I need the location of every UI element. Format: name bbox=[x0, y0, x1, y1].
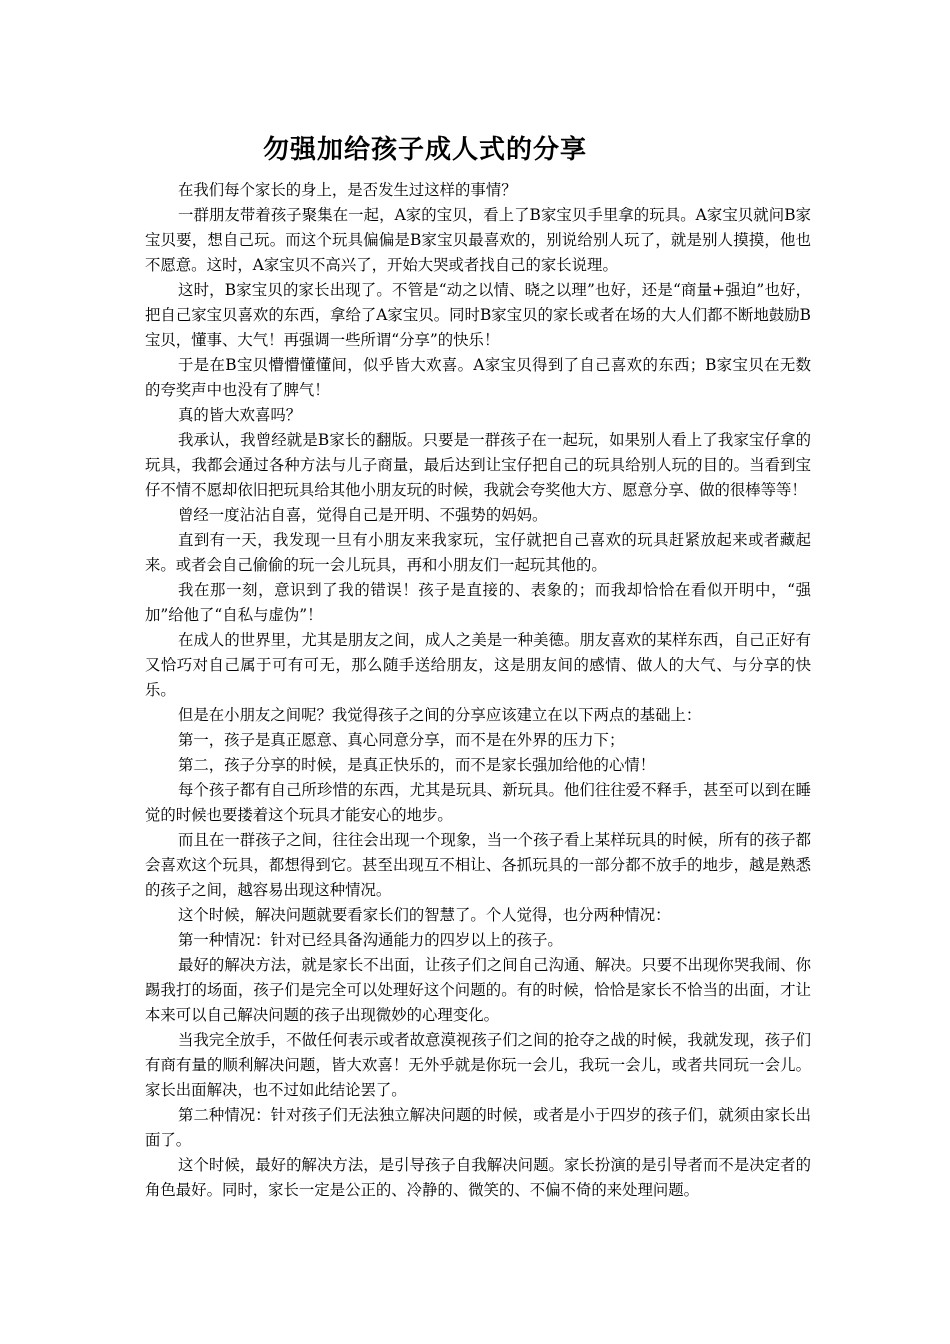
document-page bbox=[145, 128, 811, 1203]
paragraph: 最好的解决方法，就是家长不出面，让孩子们之间自己沟通、解决。只要不出现你哭我闹、你踢我打的场面，孩子们是完全可以处理好这个问题的。有的时候，恰恰是家长不恰当的出面，才让本来可以自己解决问题的孩子出现微妙的心理变化。 bbox=[145, 956, 811, 1024]
document-title: 勿强加给孩子成人式的分享 bbox=[263, 135, 588, 165]
paragraph: 一群朋友带着孩子聚集在一起，A家的宝贝，看上了B家宝贝手里拿的玩具。A家宝贝就问B家宝贝要，想自己玩。而这个玩具偏偏是B家宝贝最喜欢的，别说给别人玩了，就是别人摸摸，他也不愿意。这时，A家宝贝不高兴了，开始大哭或者找自己的家长说理。 bbox=[145, 206, 811, 274]
paragraph: 当我完全放手，不做任何表示或者故意漠视孩子们之间的抢夺之战的时候，我就发现，孩子们有商有量的顺利解决问题，皆大欢喜！无外乎就是你玩一会儿，我玩一会儿，或者共同玩一会儿。家长出面解决，也不过如此结论罢了。 bbox=[145, 1031, 811, 1099]
document-body bbox=[145, 178, 811, 1203]
paragraph: 而且在一群孩子之间，往往会出现一个现象，当一个孩子看上某样玩具的时候，所有的孩子都会喜欢这个玩具，都想得到它。甚至出现互不相让、各抓玩具的一部分都不放手的地步，越是熟悉的孩子之间，越容易出现这种情况。 bbox=[145, 831, 811, 899]
paragraph: 第一种情况：针对已经具备沟通能力的四岁以上的孩子。 bbox=[178, 931, 563, 949]
paragraph: 我在那一刻，意识到了我的错误！孩子是直接的、表象的；而我却恰恰在看似开明中，“强加”给他了“自私与虚伪”！ bbox=[145, 581, 811, 624]
paragraph: 在我们每个家长的身上，是否发生过这样的事情？ bbox=[178, 181, 517, 199]
paragraph: 第二种情况：针对孩子们无法独立解决问题的时候，或者是小于四岁的孩子们，就须由家长出面了。 bbox=[145, 1106, 811, 1149]
paragraph: 这个时候，解决问题就要看家长们的智慧了。个人觉得，也分两种情况： bbox=[178, 906, 671, 924]
paragraph: 这时，B家宝贝的家长出现了。不管是“动之以情、晓之以理”也好，还是“商量+强迫”也好，把自己家宝贝喜欢的东西，拿给了A家宝贝。同时B家宝贝的家长或者在场的大人们都不断地鼓励B宝贝，懂事、大气！再强调一些所谓“分享”的快乐！ bbox=[145, 281, 811, 349]
paragraph: 第一，孩子是真正愿意、真心同意分享，而不是在外界的压力下； bbox=[178, 731, 625, 749]
paragraph: 于是在B宝贝懵懵懂懂间，似乎皆大欢喜。A家宝贝得到了自己喜欢的东西；B家宝贝在无数的夸奖声中也没有了脾气！ bbox=[145, 356, 811, 399]
paragraph: 曾经一度沾沾自喜，觉得自己是开明、不强势的妈妈。 bbox=[178, 506, 548, 524]
paragraph: 但是在小朋友之间呢？我觉得孩子之间的分享应该建立在以下两点的基础上： bbox=[178, 706, 702, 724]
paragraph: 在成人的世界里，尤其是朋友之间，成人之美是一种美德。朋友喜欢的某样东西，自己正好有又恰巧对自己属于可有可无，那么随手送给朋友，这是朋友间的感情、做人的大气、与分享的快乐。 bbox=[145, 631, 811, 699]
paragraph: 我承认，我曾经就是B家长的翻版。只要是一群孩子在一起玩，如果别人看上了我家宝仔拿的玩具，我都会通过各种方法与儿子商量，最后达到让宝仔把自己的玩具给别人玩的目的。当看到宝仔不情不愿却依旧把玩具给其他小朋友玩的时候，我就会夸奖他大方、愿意分享、做的很棒等等！ bbox=[145, 431, 811, 499]
paragraph: 每个孩子都有自己所珍惜的东西，尤其是玩具、新玩具。他们往往爱不释手，甚至可以到在睡觉的时候也要搂着这个玩具才能安心的地步。 bbox=[145, 781, 811, 824]
paragraph: 直到有一天，我发现一旦有小朋友来我家玩，宝仔就把自己喜欢的玩具赶紧放起来或者藏起来。或者会自己偷偷的玩一会儿玩具，再和小朋友们一起玩其他的。 bbox=[145, 531, 811, 574]
paragraph: 这个时候，最好的解决方法，是引导孩子自我解决问题。家长扮演的是引导者而不是决定者的角色最好。同时，家长一定是公正的、冷静的、微笑的、不偏不倚的来处理问题。 bbox=[145, 1156, 811, 1199]
paragraph: 第二，孩子分享的时候，是真正快乐的，而不是家长强加给他的心情！ bbox=[178, 756, 656, 774]
paragraph: 真的皆大欢喜吗？ bbox=[178, 406, 302, 424]
